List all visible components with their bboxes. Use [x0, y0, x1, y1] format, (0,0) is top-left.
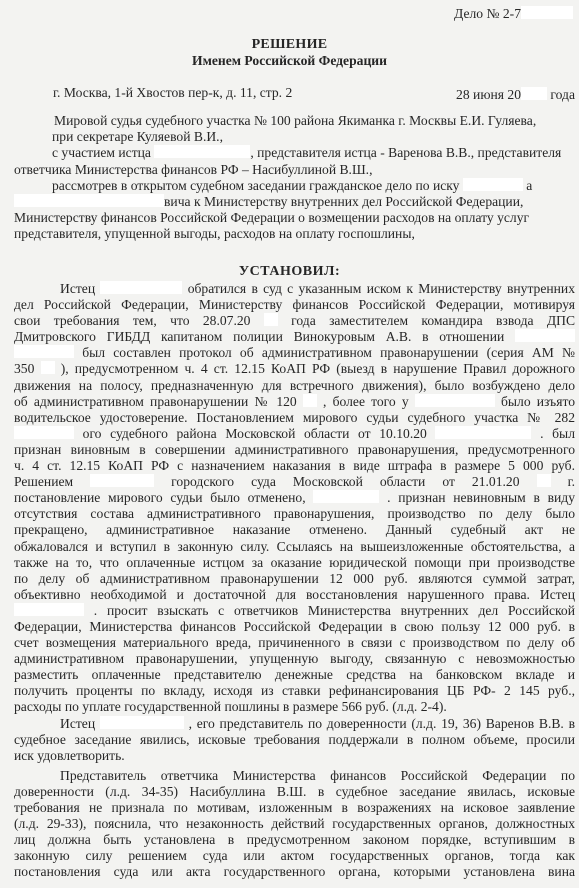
body-text-fragment: г.	[567, 474, 575, 490]
body-text-fragment: разместить оплаченные представителю денежные средства на банковском вкладе и	[14, 667, 575, 683]
case-number-text: Дело № 2-7	[454, 6, 521, 21]
body-text-fragment: обратился в суд с указанным иском к Министерству внутренних	[187, 281, 575, 296]
case-number	[454, 6, 573, 22]
body-line	[14, 683, 575, 699]
body-text-fragment: года заместителем командира взвода ДПС	[291, 313, 575, 329]
body-text-fragment: 350	[14, 361, 35, 377]
body-text-fragment: получить проценты по вкладу, исходя из ставки рефинансирования ЦБ РФ- 2 145 руб.,	[14, 683, 575, 699]
intro-line: при секретаре Куляевой В.И.,	[52, 129, 223, 145]
body-line	[14, 410, 575, 426]
body-text-fragment: расходы по уплате государственной пошлины в размере 566 руб. (л.д. 2-4).	[14, 699, 447, 715]
intro-text: а	[526, 177, 533, 193]
date-prefix: 28 июня 20	[456, 87, 521, 102]
redaction	[521, 6, 573, 19]
body-text-fragment: движения на полосу, предназначенную для встречного движения), было возбуждено дело	[14, 377, 575, 393]
body-text-fragment: городского суда Московской области от 21.01.20	[171, 474, 520, 490]
body-text	[14, 281, 575, 880]
body-text-fragment: . признан невиновным в виду	[387, 490, 575, 506]
body-line	[14, 313, 575, 329]
body-line	[14, 864, 575, 880]
redaction	[415, 394, 495, 407]
body-line	[14, 667, 575, 683]
redaction	[100, 716, 184, 729]
body-line	[14, 571, 575, 587]
intro-text: вича к Министерству внутренних дел Российской Федерации,	[164, 194, 524, 210]
court-address: г. Москва, 1-й Хвостов пер-к, д. 11, стр. 2	[53, 85, 293, 100]
body-line	[14, 619, 575, 635]
body-line	[14, 748, 575, 764]
body-text-fragment: , более того у	[323, 393, 409, 409]
body-text-fragment: был составлен протокол об административном правонарушении (серия АМ №	[82, 345, 575, 361]
redaction	[14, 603, 84, 616]
body-text-fragment: иск удовлетворить.	[14, 747, 125, 763]
body-line	[14, 474, 575, 490]
body-text-fragment: счет возмещения материального вреда, причиненного в связи с производством по делу об	[14, 635, 575, 651]
redaction	[313, 490, 379, 503]
body-text-fragment: ), предусмотренном ч. 4 ст. 12.15 КоАП РФ (выезд в нарушение Правил дорожного	[60, 361, 575, 377]
body-text-fragment: Истец	[60, 281, 96, 296]
body-text-fragment: лиц должна быть установлена в предусмотренном законом порядке, вступившим в	[14, 832, 575, 848]
body-line	[14, 378, 575, 394]
redaction	[14, 426, 74, 439]
body-line	[14, 635, 575, 651]
body-line	[14, 281, 575, 297]
body-text-fragment: дел Российской Федерации, Министерству финансов Российской Федерации, мотивируя	[14, 297, 575, 313]
intro-line	[14, 145, 574, 161]
intro-line: представителя, упущенной выгоды, расходов на оплату госпошлины,	[14, 226, 415, 242]
body-line	[14, 848, 575, 864]
intro-line: ответчика Министерства финансов РФ – Насибуллиной В.Ш.,	[14, 161, 373, 177]
body-line	[14, 394, 575, 410]
body-line	[14, 426, 575, 442]
body-text-fragment: было изъято	[500, 393, 575, 409]
redaction	[521, 87, 547, 100]
body-line	[14, 329, 575, 345]
body-text-fragment: водительское удостоверение. Постановлением мирового судьи судебного участка № 282	[14, 409, 575, 425]
body-line	[14, 732, 575, 748]
body-text-fragment: Истец	[60, 715, 96, 731]
body-line	[14, 832, 575, 848]
redaction	[41, 361, 55, 374]
intro-line	[14, 178, 574, 194]
body-line	[14, 539, 575, 555]
body-text-fragment: Решением	[14, 474, 74, 490]
intro-text: , представителя истца - Варенова В.В., представителя	[250, 145, 562, 161]
body-text-fragment: также на то, что оплаченные истцом за оказание юридической помощи при производстве	[14, 554, 575, 570]
date-suffix: года	[550, 87, 575, 102]
body-text-fragment: свои требования тем, что 28.07.20	[14, 313, 251, 329]
body-line	[14, 442, 575, 458]
body-line	[14, 490, 575, 506]
body-text-fragment: об административном правонарушении № 120	[14, 393, 297, 409]
body-text-fragment: (л.д. 29-33), пояснила, что незаконность действий государственных органов, должностных	[14, 816, 575, 832]
redaction	[14, 345, 74, 358]
body-text-fragment: законную силу решением суда или актом государственных органов, тогда как	[14, 848, 575, 864]
redaction	[537, 474, 551, 487]
document-subtitle: Именем Российской Федерации	[192, 53, 387, 68]
body-line	[14, 816, 575, 832]
redaction	[515, 329, 575, 342]
redaction	[90, 474, 154, 487]
body-line	[14, 555, 575, 571]
intro-line: Министерству финансов Российской Федерации о возмещении расходов на оплату услуг	[14, 210, 530, 226]
redaction	[435, 426, 531, 439]
body-text-fragment: обжаловался и вступил в законную силу. Ссылаясь на вышеизложенные обстоятельства, а	[14, 538, 575, 554]
redaction	[100, 281, 182, 294]
intro-line: Мировой судья судебного участка № 100 района Якиманка г. Москвы Е.И. Гуляева,	[54, 113, 537, 128]
body-text-fragment: Дмитровского ГИБДД капитаном полиции Винокуровым А.В. в отношении	[14, 329, 505, 345]
body-text-fragment: ого судебного района Московской области от 10.10.20	[82, 425, 427, 441]
body-text-fragment: Представитель ответчика Министерства финансов Российской Федерации по	[60, 767, 575, 783]
document-title: РЕШЕНИЕ	[251, 37, 328, 52]
body-line	[14, 297, 575, 313]
redaction	[463, 178, 523, 191]
body-line	[14, 800, 575, 816]
body-text-fragment: доверенности (л.д. 34-35) Насибуллина В.Ш. в судебное заседание явилась, исковые	[14, 783, 575, 799]
body-text-fragment: ч. 4 ст. 12.15 КоАП РФ с назначением наказания в виде штрафа в размере 5 000 руб.	[14, 458, 575, 474]
body-text-fragment: , его представитель по доверенности (л.д. 19, 36) Варенов В.В. в	[188, 715, 575, 731]
body-text-fragment: признан виновным в совершении административного правонарушения, предусмотренного	[14, 441, 575, 457]
body-text-fragment: по делу об административном правонарушении 12 000 руб. являются суммой затрат,	[14, 570, 575, 586]
redaction	[14, 194, 164, 207]
body-text-fragment: административном правонарушении, упущенную выгоду, связанную с невозможностью	[14, 651, 575, 667]
body-text-fragment: . просит взыскать с ответчиков Министерства внутренних дел Российской	[93, 602, 575, 618]
body-line	[14, 506, 575, 522]
body-line	[14, 587, 575, 603]
body-text-fragment: постановления суда или акта государственного органа, которыми установлена вина	[14, 864, 575, 880]
intro-text: с участием истца	[52, 145, 151, 161]
decision-date	[456, 87, 575, 103]
body-line	[14, 768, 575, 784]
body-text-fragment: постановление мирового судьи было отменено,	[14, 490, 306, 506]
body-line	[14, 784, 575, 800]
body-line	[14, 699, 575, 715]
body-line	[14, 716, 575, 732]
body-line	[14, 361, 575, 377]
intro-paragraph	[14, 113, 574, 243]
body-text-fragment: . был	[540, 425, 575, 441]
redaction	[303, 394, 317, 407]
established-heading: УСТАНОВИЛ:	[238, 264, 341, 279]
body-line	[14, 345, 575, 361]
redaction	[264, 313, 278, 326]
intro-line	[14, 194, 574, 210]
body-line	[14, 651, 575, 667]
body-text-fragment: судебное заседание явились, исковые требования поддержали в полном объеме, просили	[14, 731, 575, 747]
body-line	[14, 458, 575, 474]
body-line	[14, 522, 575, 538]
body-text-fragment: прекращено, административное наказание отменено. Данный судебный акт не	[14, 522, 575, 538]
body-text-fragment: Федерации, Министерства финансов Российской Федерации в свою пользу 12 000 руб. в	[14, 618, 575, 634]
intro-text: рассмотрев в открытом судебном заседании гражданское дело по иску	[52, 177, 460, 193]
body-text-fragment: объективно необходимой и достаточной для восстановления нарушенного права. Истец	[14, 586, 575, 602]
body-text-fragment: требования не признала по мотивам, изложенным в возражениях на исковое заявление	[14, 800, 575, 815]
redaction	[154, 145, 250, 158]
body-text-fragment: отсутствия состава административного правонарушения, производство по делу было	[14, 506, 575, 522]
body-line	[14, 603, 575, 619]
